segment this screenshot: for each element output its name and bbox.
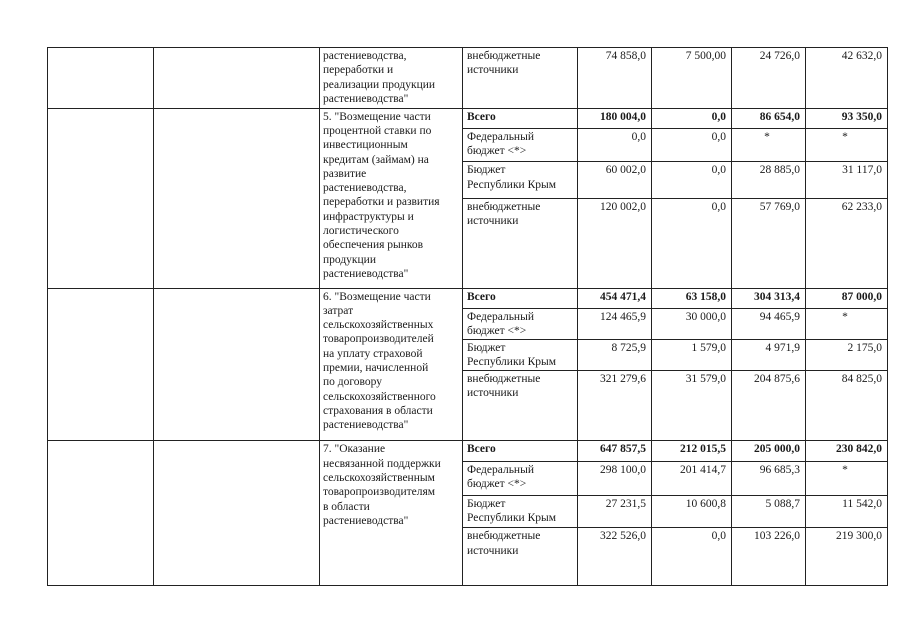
empty-cell: [154, 441, 320, 586]
amount-cell: 219 300,0: [806, 528, 888, 586]
amount-cell: *: [806, 461, 888, 495]
amount-cell: 103 226,0: [732, 528, 806, 586]
amount-cell: 86 654,0: [732, 108, 806, 128]
table-row: [48, 48, 888, 109]
amount-cell: 0,0: [652, 162, 732, 198]
funding-source: Всего: [463, 288, 578, 308]
empty-cell: [48, 108, 154, 288]
funding-source: Федеральный бюджет <*>: [463, 461, 578, 495]
table-row: [48, 108, 888, 128]
amount-cell: 31 579,0: [652, 370, 732, 441]
amount-cell: 0,0: [652, 128, 732, 161]
amount-cell: 57 769,0: [732, 198, 806, 288]
amount-cell: 60 002,0: [578, 162, 652, 198]
empty-cell: [154, 288, 320, 441]
amount-cell: 0,0: [652, 528, 732, 586]
amount-cell: 96 685,3: [732, 461, 806, 495]
amount-cell: 304 313,4: [732, 288, 806, 308]
amount-cell: 298 100,0: [578, 461, 652, 495]
funding-source: внебюджетные источники: [463, 198, 578, 288]
amount-cell: 204 875,6: [732, 370, 806, 441]
table-row: [48, 288, 888, 308]
measure-description: 5. "Возмещение части процентной ставки по инвестиционным кредитам (займам) на развитие растениеводства, переработки и развития инфраструктуры и логистического обеспечения рынков продукции растениеводства": [320, 108, 463, 288]
amount-cell: 2 175,0: [806, 339, 888, 370]
amount-cell: 1 579,0: [652, 339, 732, 370]
amount-cell: 180 004,0: [578, 108, 652, 128]
amount-cell: 201 414,7: [652, 461, 732, 495]
measure-description: растениеводства, переработки и реализации продукции растениеводства": [320, 48, 463, 109]
amount-cell: 0,0: [578, 128, 652, 161]
funding-source: внебюджетные источники: [463, 528, 578, 586]
funding-table: [47, 47, 888, 586]
amount-cell: 322 526,0: [578, 528, 652, 586]
funding-source: внебюджетные источники: [463, 370, 578, 441]
measure-description: 7. "Оказание несвязанной поддержки сельскохозяйственным товаропроизводителям в области растениеводства": [320, 441, 463, 586]
amount-cell: 87 000,0: [806, 288, 888, 308]
funding-source: Всего: [463, 108, 578, 128]
amount-cell: 74 858,0: [578, 48, 652, 109]
amount-cell: *: [806, 308, 888, 339]
funding-source: внебюджетные источники: [463, 48, 578, 109]
amount-cell: 30 000,0: [652, 308, 732, 339]
funding-source: Всего: [463, 441, 578, 461]
amount-cell: *: [806, 128, 888, 161]
amount-cell: 4 971,9: [732, 339, 806, 370]
amount-cell: 63 158,0: [652, 288, 732, 308]
amount-cell: 24 726,0: [732, 48, 806, 109]
funding-source: Бюджет Республики Крым: [463, 339, 578, 370]
amount-cell: 28 885,0: [732, 162, 806, 198]
amount-cell: 0,0: [652, 108, 732, 128]
measure-description: 6. "Возмещение части затрат сельскохозяйственных товаропроизводителей на уплату страховой премии, начисленной по договору сельскохозяйственного страхования в области растениеводства": [320, 288, 463, 441]
empty-cell: [48, 48, 154, 109]
amount-cell: 31 117,0: [806, 162, 888, 198]
funding-source: Бюджет Республики Крым: [463, 162, 578, 198]
amount-cell: 0,0: [652, 198, 732, 288]
amount-cell: 321 279,6: [578, 370, 652, 441]
amount-cell: 647 857,5: [578, 441, 652, 461]
amount-cell: 93 350,0: [806, 108, 888, 128]
amount-cell: 62 233,0: [806, 198, 888, 288]
funding-source: Бюджет Республики Крым: [463, 495, 578, 527]
empty-cell: [154, 108, 320, 288]
amount-cell: 94 465,9: [732, 308, 806, 339]
amount-cell: 42 632,0: [806, 48, 888, 109]
amount-cell: 454 471,4: [578, 288, 652, 308]
amount-cell: 5 088,7: [732, 495, 806, 527]
amount-cell: 124 465,9: [578, 308, 652, 339]
amount-cell: 84 825,0: [806, 370, 888, 441]
empty-cell: [48, 288, 154, 441]
amount-cell: 212 015,5: [652, 441, 732, 461]
amount-cell: 11 542,0: [806, 495, 888, 527]
amount-cell: 205 000,0: [732, 441, 806, 461]
funding-source: Федеральный бюджет <*>: [463, 308, 578, 339]
funding-source: Федеральный бюджет <*>: [463, 128, 578, 161]
amount-cell: 7 500,00: [652, 48, 732, 109]
amount-cell: 230 842,0: [806, 441, 888, 461]
table-row: [48, 441, 888, 461]
amount-cell: 27 231,5: [578, 495, 652, 527]
amount-cell: 120 002,0: [578, 198, 652, 288]
empty-cell: [48, 441, 154, 586]
empty-cell: [154, 48, 320, 109]
amount-cell: 8 725,9: [578, 339, 652, 370]
amount-cell: 10 600,8: [652, 495, 732, 527]
amount-cell: *: [732, 128, 806, 161]
